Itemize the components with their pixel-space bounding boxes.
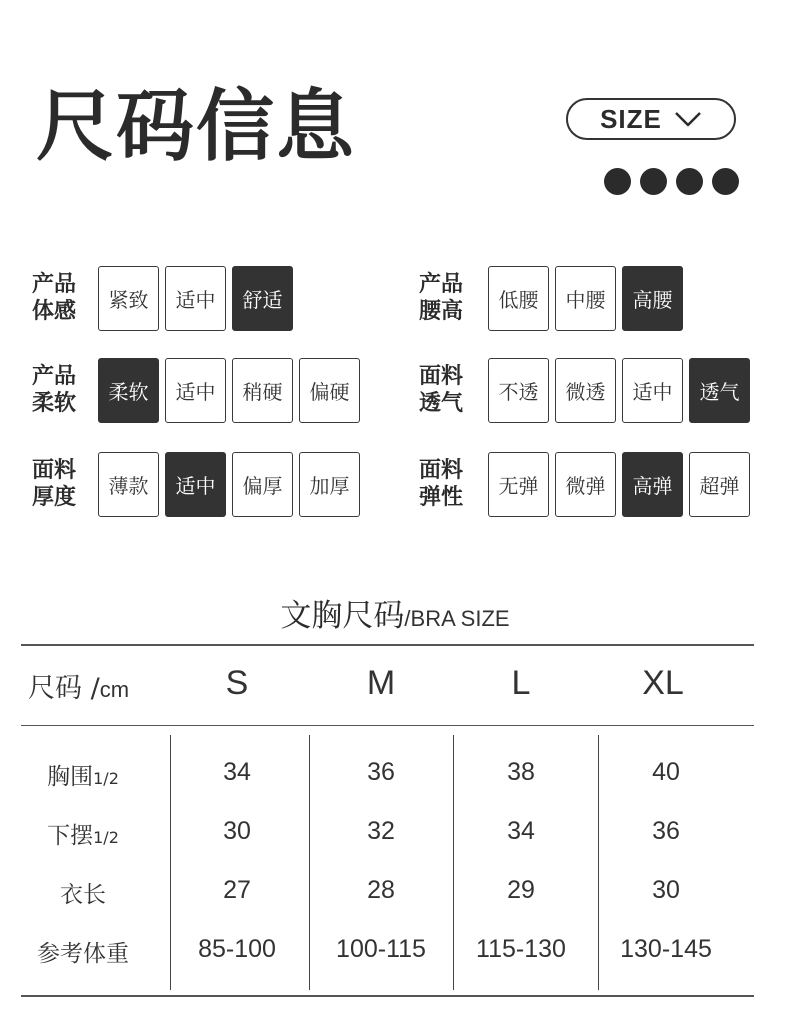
row-label-suffix: 1/2: [93, 769, 119, 788]
table-cell: 85-100: [198, 935, 276, 963]
table-column-divider: [598, 735, 599, 990]
table-cell: 34: [223, 758, 251, 786]
table-cell: 30: [223, 817, 251, 845]
table-cell: 29: [507, 876, 535, 904]
row-label-text: 胸围: [47, 764, 94, 790]
attr-label-line: 面料: [419, 458, 464, 484]
attr-label: [32, 272, 98, 325]
option-slightly-hard[interactable]: 稍硬: [232, 358, 293, 423]
size-table-title: [0, 590, 790, 635]
option-moderate[interactable]: 适中: [165, 452, 226, 517]
dot-icon: [712, 168, 739, 195]
row-label-suffix: 1/2: [93, 828, 119, 847]
size-header-s: S: [225, 664, 249, 702]
attr-label-line: 柔软: [32, 390, 77, 416]
attr-label-line: 体感: [32, 298, 77, 324]
size-dropdown-button[interactable]: [566, 98, 736, 140]
option-extra-thick[interactable]: 加厚: [299, 452, 360, 517]
attr-row-softness: [32, 358, 360, 423]
attr-label-line: 面料: [419, 364, 464, 390]
table-cell: 27: [223, 876, 251, 904]
option-tight[interactable]: 紧致: [98, 266, 159, 331]
size-button-label: SIZE: [600, 103, 662, 134]
attr-label: [32, 458, 98, 511]
size-table-title-en: /BRA SIZE: [404, 606, 510, 631]
attr-label: [419, 272, 488, 325]
table-cell: 30: [652, 876, 680, 904]
attr-label: [32, 364, 98, 417]
table-row-label: [60, 876, 106, 909]
table-header-label: [28, 666, 129, 705]
size-header-xl: XL: [642, 664, 684, 702]
table-header-rule: [21, 725, 754, 726]
size-table-title-cn: 文胸尺码: [280, 598, 405, 634]
option-slightly-breathable[interactable]: 微透: [555, 358, 616, 423]
option-soft[interactable]: 柔软: [98, 358, 159, 423]
table-row-label: [47, 758, 119, 791]
attr-row-thickness: [32, 452, 360, 517]
attr-label-line: 腰高: [419, 298, 464, 324]
option-breathable[interactable]: 透气: [689, 358, 750, 423]
dot-icon: [676, 168, 703, 195]
attr-label-line: 产品: [419, 272, 464, 298]
option-moderate[interactable]: 适中: [165, 266, 226, 331]
page-title: 尺码信息: [36, 82, 357, 172]
attr-row-elasticity: [419, 452, 750, 517]
option-moderate[interactable]: 适中: [165, 358, 226, 423]
row-label-text: 衣长: [60, 882, 106, 908]
attr-label-line: 弹性: [419, 484, 464, 510]
table-cell: 32: [367, 817, 395, 845]
option-high-stretch[interactable]: 高弹: [622, 452, 683, 517]
dot-icon: [640, 168, 667, 195]
option-super-stretch[interactable]: 超弹: [689, 452, 750, 517]
chevron-down-icon: [674, 111, 702, 127]
table-header-label-text: 尺码 /: [28, 673, 100, 704]
option-slight-stretch[interactable]: 微弹: [555, 452, 616, 517]
table-column-divider: [453, 735, 454, 990]
pagination-dots: [604, 168, 739, 195]
option-mid-waist[interactable]: 中腰: [555, 266, 616, 331]
table-cell: 38: [507, 758, 535, 786]
option-comfortable[interactable]: 舒适: [232, 266, 293, 331]
option-thin[interactable]: 薄款: [98, 452, 159, 517]
size-header-m: M: [366, 664, 396, 702]
attr-row-fit: [32, 266, 293, 331]
option-not-breathable[interactable]: 不透: [488, 358, 549, 423]
table-row-label: [37, 935, 129, 968]
option-moderate[interactable]: 适中: [622, 358, 683, 423]
table-cell: 40: [652, 758, 680, 786]
table-cell: 28: [367, 876, 395, 904]
table-cell: 130-145: [620, 935, 712, 963]
row-label-text: 下摆: [47, 823, 94, 849]
option-no-stretch[interactable]: 无弹: [488, 452, 549, 517]
table-row-label: [47, 817, 119, 850]
table-bottom-rule: [21, 995, 754, 997]
table-header-unit: cm: [99, 677, 130, 702]
attr-label: [419, 364, 488, 417]
table-cell: 115-130: [476, 935, 566, 963]
dot-icon: [604, 168, 631, 195]
option-high-waist[interactable]: 高腰: [622, 266, 683, 331]
attr-row-breathability: [419, 358, 750, 423]
attr-label-line: 产品: [32, 272, 77, 298]
table-column-divider: [170, 735, 171, 990]
attr-label-line: 透气: [419, 390, 464, 416]
table-cell: 34: [507, 817, 535, 845]
table-column-divider: [309, 735, 310, 990]
table-cell: 36: [652, 817, 680, 845]
attr-label-line: 厚度: [32, 484, 77, 510]
table-cell: 36: [367, 758, 395, 786]
attr-label: [419, 458, 488, 511]
attr-label-line: 产品: [32, 364, 77, 390]
attr-label-line: 面料: [32, 458, 77, 484]
size-header-l: L: [511, 664, 531, 702]
table-cell: 100-115: [336, 935, 426, 963]
attr-row-waist: [419, 266, 683, 331]
row-label-text: 参考体重: [37, 941, 129, 967]
table-top-rule: [21, 644, 754, 646]
option-thick[interactable]: 偏厚: [232, 452, 293, 517]
option-hard[interactable]: 偏硬: [299, 358, 360, 423]
option-low-waist[interactable]: 低腰: [488, 266, 549, 331]
